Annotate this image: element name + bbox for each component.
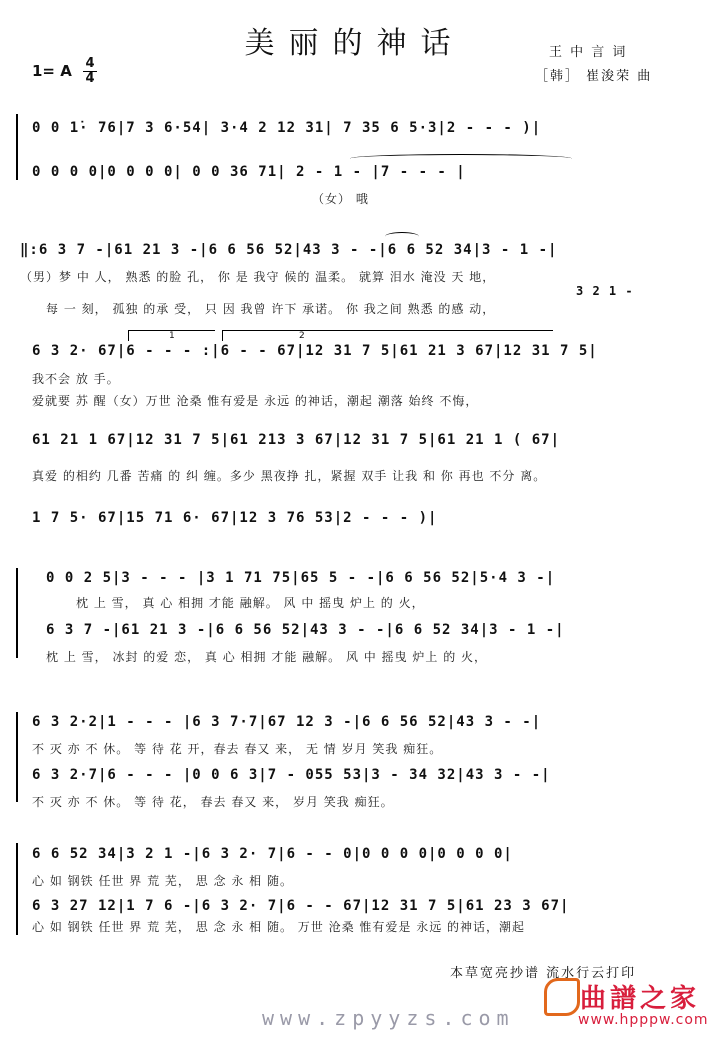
watermark: www.zpyyzs.com <box>262 1006 515 1030</box>
intro-lyric: （女） 哦 <box>312 192 369 206</box>
volta-second-ending <box>222 330 553 341</box>
chorus-lower-line-3: 6 3 27 12|1 7 6 -|6 3 2· 7|6 - - 67|12 31 7 5|61 23 3 67| <box>32 898 570 914</box>
time-signature <box>83 58 97 85</box>
verse-lyric-1b: 每 一 刻， 孤独 的承 受， 只 因 我曾 许下 承诺。 你 我之间 熟悉 的感 动， <box>46 302 496 316</box>
time-signature-top: 4 <box>85 56 95 71</box>
logo-icon <box>544 978 580 1016</box>
system-brace <box>16 712 18 802</box>
verse-line-1: ‖:6 3 7 -|61 21 3 -|6 6 56 52|43 3 - -|6 6 52 34|3 - 1 -| <box>20 242 558 258</box>
ossia-notes: 3 2 1 - <box>576 284 634 298</box>
lyricist-credit: 王 中 言 词 <box>549 45 628 60</box>
verse-line-2: 6 3 2· 67|6 - - - :|6 - - 67|12 31 7 5|61 21 3 67|12 31 7 5| <box>32 343 598 359</box>
chorus-upper-line-3: 6 6 52 34|3 2 1 -|6 3 2· 7|6 - - 0|0 0 0 0|0 0 0 0| <box>32 846 513 862</box>
time-signature-bottom: 4 <box>85 71 95 86</box>
transcriber-credit: 本草宽亮抄谱 流水行云打印 <box>450 966 637 981</box>
verse-lyric-3: 真爱 的相约 几番 苦痛 的 纠 缠。多少 黑夜挣 扎，紧握 双手 让我 和 你 再也 不分 离。 <box>32 469 547 483</box>
chorus-lower-lyric-1: 枕 上 雪， 冰封 的爱 恋， 真 心 相拥 才能 融解。 风 中 摇曳 炉上 的 火， <box>46 650 488 664</box>
chorus-upper-lyric-3: 心 如 钢铁 任世 界 荒 芜， 思 念 永 相 随。 <box>32 874 293 888</box>
volta-second-label: 2 <box>299 331 305 341</box>
song-title: 美丽的神话 <box>244 26 465 61</box>
chorus-lower-line-1: 6 3 7 -|61 21 3 -|6 6 56 52|43 3 - -|6 6 52 34|3 - 1 -| <box>46 622 565 638</box>
system-brace <box>16 568 18 658</box>
volta-first-label: 1 <box>169 331 175 341</box>
chorus-upper-lyric-1: 枕 上 雪， 真 心 相拥 才能 融解。 风 中 摇曳 炉上 的 火， <box>76 596 425 610</box>
key-signature: 1= A <box>32 62 72 80</box>
verse-line-3: 61 21 1 67|12 31 7 5|61 213 3 67|12 31 7 5|61 21 1 ( 67| <box>32 432 561 448</box>
chorus-upper-line-1: 0 0 2 5|3 - - - |3 1 71 75|65 5 - -|6 6 56 52|5·4 3 -| <box>46 570 556 586</box>
intro-lower-line: 0 0 0 0|0 0 0 0| 0 0 36 71| 2 - 1 - |7 - - - | <box>32 164 466 180</box>
tie-mark <box>385 232 419 241</box>
verse-lyric-2b: 爱就要 苏 醒（女）万世 沧桑 惟有爱是 永远 的神话，潮起 潮落 始终 不悔， <box>32 394 479 408</box>
site-logo: 曲譜之家 <box>580 984 701 1014</box>
chorus-lower-line-2: 6 3 2·7|6 - - - |0 0 6 3|7 - 055 53|3 - 34 32|43 3 - -| <box>32 767 551 783</box>
system-brace <box>16 114 18 180</box>
chorus-lower-lyric-2: 不 灭 亦 不 休。 等 待 花， 春去 春又 来， 岁月 笑我 痴狂。 <box>32 795 394 809</box>
verse-lyric-1a: （男）梦 中 人， 熟悉 的脸 孔， 你 是 我守 候的 温柔。 就算 泪水 淹没 天 地， <box>20 270 496 284</box>
chorus-lower-lyric-3: 心 如 钢铁 任世 界 荒 芜， 思 念 永 相 随。 万世 沧桑 惟有爱是 永远 的神话，潮起 <box>32 920 526 934</box>
interlude-line: 1 7 5· 67|15 71 6· 67|12 3 76 53|2 - - - )| <box>32 510 438 526</box>
chorus-upper-line-2: 6 3 2·2|1 - - - |6 3 7·7|67 12 3 -|6 6 56 52|43 3 - -| <box>32 714 542 730</box>
verse-lyric-2a: 我不会 放 手。 <box>32 372 120 386</box>
chorus-upper-lyric-2: 不 灭 亦 不 休。 等 待 花 开，春去 春又 来， 无 情 岁月 笑我 痴狂。 <box>32 742 443 756</box>
volta-first-ending <box>128 330 215 341</box>
slur-mark <box>350 154 572 163</box>
system-brace <box>16 843 18 935</box>
composer-credit: ［韩］ 崔浚荣 曲 <box>535 69 653 84</box>
site-url: www.hpppw.com <box>578 1012 709 1028</box>
intro-upper-line: 0 0 1̇· 76|7 3 6·54| 3·4 2 12 31| 7 35 6 5·3|2 - - - )| <box>32 120 542 136</box>
